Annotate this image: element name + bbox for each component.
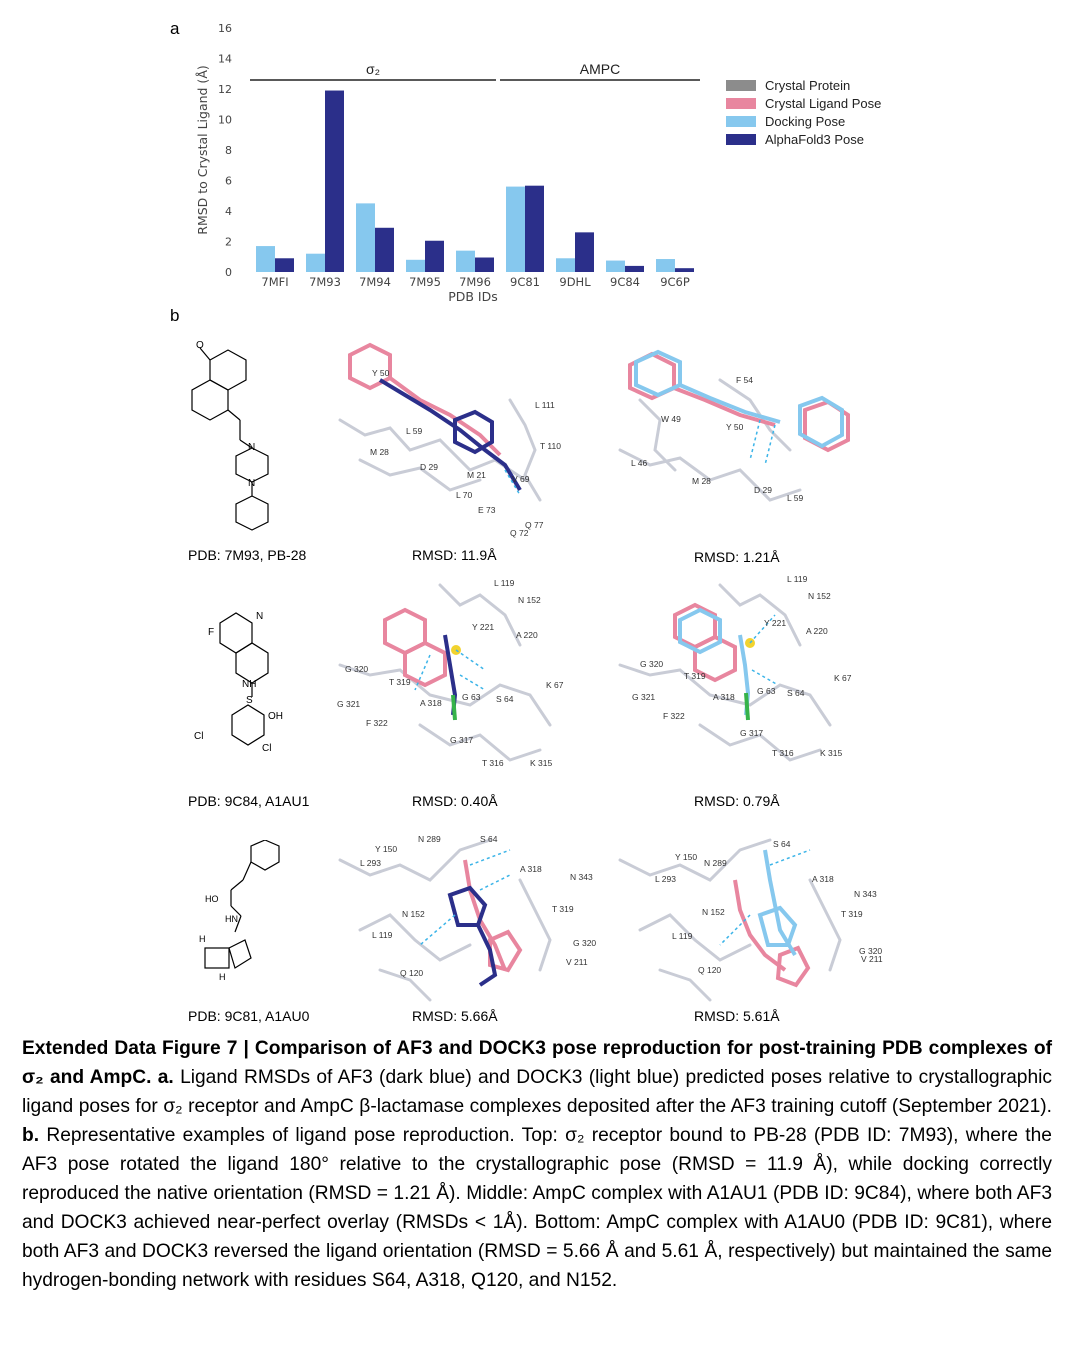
residue-label: G 321 [632, 692, 656, 702]
structure-pb28 [180, 340, 310, 535]
bar-docking-7M95 [406, 260, 425, 272]
atom-nh: NH [242, 679, 257, 690]
residue-label: N 289 [704, 858, 727, 868]
residue-label: G 320 [859, 946, 883, 956]
residue-label: S 64 [480, 834, 498, 844]
residue-label: Q 120 [698, 965, 722, 975]
atom-h2: H [219, 972, 226, 982]
residue-label: V 211 [566, 957, 588, 967]
pose-9c81-dock [600, 820, 870, 1010]
residue-label: M 28 [370, 447, 389, 457]
y-tick-label: 10 [218, 113, 232, 127]
bar-docking-7M93 [306, 254, 325, 272]
y-tick-label: 4 [225, 205, 232, 218]
caption-a-text: Ligand RMSDs of AF3 (dark blue) and DOCK3 (light blue) predicted poses relative to crystallographic ligand poses for σ₂ receptor and AmpC β-lactamase complexes deposited after the AF3 training cutoff (September 2021). [22, 1067, 1052, 1117]
panel-b-letter: b [170, 306, 180, 325]
residue-label: M 21 [467, 470, 486, 480]
bar-docking-7M96 [456, 251, 475, 272]
residue-label: D 29 [420, 462, 438, 472]
y-axis-label: RMSD to Crystal Ligand (Å) [195, 65, 210, 235]
atom-n: N [256, 611, 264, 622]
residue-label: K 67 [546, 680, 564, 690]
residue-label: K 315 [820, 748, 843, 758]
residue-label: N 152 [402, 909, 425, 919]
residue-label: T 316 [772, 748, 794, 758]
residue-label: A 220 [806, 626, 828, 636]
atom-s: S [246, 695, 253, 706]
bar-docking-9C84 [606, 261, 625, 272]
residue-label: A 318 [812, 874, 834, 884]
figure-caption [22, 1034, 1052, 1295]
residue-label: Y 50 [726, 422, 744, 432]
row3-rmsd-af3: RMSD: 5.66Å [412, 1008, 498, 1024]
x-tick-label: 7M93 [309, 275, 341, 289]
residue-label: L 111 [535, 400, 555, 410]
x-tick-label: 9DHL [559, 275, 591, 289]
residue-label: N 343 [570, 872, 593, 882]
residue-label: K 67 [834, 673, 852, 683]
residue-label: Q 72 [510, 528, 529, 538]
y-tick-label: 16 [218, 22, 232, 35]
bar-docking-7MFI [256, 246, 275, 272]
x-axis-label: PDB IDs [448, 289, 498, 304]
y-tick-label: 12 [218, 83, 232, 96]
atom-o: O [196, 340, 204, 351]
residue-label: A 318 [713, 692, 735, 702]
caption-a-label: a. [157, 1067, 174, 1088]
group-brackets [250, 61, 700, 80]
residue-label: G 321 [337, 699, 361, 709]
residue-label: N 152 [518, 595, 541, 605]
residue-label: F 54 [736, 375, 754, 385]
bar-docking-9DHL [556, 258, 575, 272]
residue-label: Y 150 [375, 844, 398, 854]
residue-label: L 293 [655, 874, 676, 884]
row2-rmsd-af3: RMSD: 0.40Å [412, 793, 498, 809]
residue-label: G 320 [640, 659, 664, 669]
residue-label: M 28 [692, 476, 711, 486]
residue-label: Y 221 [764, 618, 787, 628]
residue-label: L 59 [787, 493, 804, 503]
residue-label: N 289 [418, 834, 441, 844]
atom-oh: OH [268, 711, 283, 722]
legend-swatch [726, 98, 756, 109]
y-tick-label: 0 [225, 266, 232, 279]
legend-label: Crystal Ligand Pose [765, 96, 882, 111]
bar-af3-7MFI [275, 258, 294, 272]
structure-a1au1 [190, 605, 300, 755]
bar-docking-9C81 [506, 187, 525, 272]
residue-label: L 59 [406, 426, 423, 436]
atom-h1: H [199, 934, 206, 944]
bar-af3-7M95 [425, 241, 444, 272]
residue-label: A 220 [516, 630, 538, 640]
y-tick-label: 8 [225, 144, 232, 157]
row1-rmsd-af3: RMSD: 11.9Å [412, 547, 497, 563]
residue-label: T 316 [482, 758, 504, 768]
residue-label: L 119 [787, 574, 808, 584]
residue-label: F 322 [366, 718, 388, 728]
structure-a1au0 [195, 840, 295, 985]
legend-label: Docking Pose [765, 114, 846, 129]
residue-label: L 46 [631, 458, 648, 468]
bar-af3-9C81 [525, 186, 544, 272]
rmsd-bar-chart [0, 0, 1080, 310]
residue-label: D 29 [754, 485, 772, 495]
residue-label: G 63 [462, 692, 481, 702]
x-tick-label: 7M96 [459, 275, 491, 289]
row1-pdb-label: PDB: 7M93, PB-28 [188, 547, 307, 563]
residue-label: Y 50 [372, 368, 390, 378]
x-axis [261, 275, 689, 289]
residue-label: S 64 [773, 839, 791, 849]
legend-swatch [726, 134, 756, 145]
x-tick-label: 7M94 [359, 275, 391, 289]
residue-label: F 322 [663, 711, 685, 721]
atom-ho: HO [205, 894, 219, 904]
bar-af3-7M94 [375, 228, 394, 272]
pose-9c84-dock [600, 575, 870, 775]
bar-af3-7M96 [475, 258, 494, 272]
residue-label: L 119 [372, 930, 393, 940]
residue-label: Y 150 [675, 852, 698, 862]
residue-label: N 343 [854, 889, 877, 899]
panel-a-letter: a [170, 19, 180, 38]
atom-cl2: Cl [262, 743, 272, 754]
row1-rmsd-dock: RMSD: 1.21Å [694, 549, 780, 565]
bar-docking-7M94 [356, 203, 375, 272]
caption-b-label: b. [22, 1125, 40, 1146]
residue-label: Q 120 [400, 968, 424, 978]
row2-rmsd-dock: RMSD: 0.79Å [694, 793, 780, 809]
y-tick-label: 14 [218, 52, 232, 66]
atom-cl1: Cl [194, 731, 204, 742]
residue-label: T 319 [552, 904, 574, 914]
row3-pdb-label: PDB: 9C81, A1AU0 [188, 1008, 310, 1024]
residue-label: T 319 [684, 671, 706, 681]
residue-label: S 64 [787, 688, 805, 698]
residue-label: A 318 [420, 698, 442, 708]
chart-legend [726, 78, 881, 147]
residue-label: T 110 [540, 441, 561, 451]
row2-pdb-label: PDB: 9C84, A1AU1 [188, 793, 310, 809]
group-label: σ₂ [365, 61, 381, 77]
legend-swatch [726, 80, 756, 91]
residue-label: K 315 [530, 758, 553, 768]
residue-label: Y 221 [472, 622, 495, 632]
residue-label: A 318 [520, 864, 542, 874]
y-tick-label: 6 [225, 174, 232, 188]
residue-label: E 73 [478, 505, 496, 515]
residue-label: T 319 [389, 677, 411, 687]
x-tick-label: 9C81 [510, 275, 540, 289]
bar-af3-9DHL [575, 232, 594, 272]
y-axis [218, 22, 232, 279]
atom-f: F [208, 627, 215, 638]
x-tick-label: 9C6P [660, 275, 690, 289]
legend-label: Crystal Protein [765, 78, 851, 93]
residue-label: G 317 [740, 728, 764, 738]
bar-docking-9C6P [656, 259, 675, 272]
residue-label: L 70 [456, 490, 473, 500]
caption-b-text: Representative examples of ligand pose reproduction. Top: σ₂ receptor bound to PB-28 (PDB ID: 7M93), where the AF3 pose rotated the ligand 180° relative to the crystallographic pose (RMSD = 11.9 Å), while docking correctly reproduced the native orientation (RMSD = 1.21 Å). Middle: AmpC complex with A1AU1 (PDB ID: 9C84), where both AF3 and DOCK3 achieved near-perfect overlay (RMSDs < 1Å). Bottom: AmpC complex with A1AU0 (PDB ID: 9C81), where both AF3 and DOCK3 reversed the ligand orientation (RMSD = 5.66 Å and 5.61 Å, respectively) but maintained the same hydrogen-bonding network with residues S64, A318, Q120, and N152. [22, 1125, 1052, 1291]
bar-af3-9C6P [675, 268, 694, 272]
residue-label: G 320 [573, 938, 597, 948]
pose-7m93-dock [600, 340, 870, 535]
caption-title: Extended Data Figure 7 | Comparison of AF3 and DOCK3 pose reproduction for post-training PDB complexes of σ₂ and AmpC. [22, 1038, 1052, 1088]
group-label: AMPC [579, 61, 621, 77]
residue-label: V 211 [861, 954, 883, 964]
residue-label: Q 77 [525, 520, 544, 530]
x-tick-label: 7M95 [409, 275, 441, 289]
pose-7m93-af3 [320, 340, 570, 535]
residue-label: G 317 [450, 735, 474, 745]
legend-swatch [726, 116, 756, 127]
residue-label: L 119 [672, 931, 693, 941]
atom-n2: N [248, 478, 256, 489]
bar-marks [256, 91, 694, 272]
residue-label: V 69 [512, 474, 530, 484]
residue-label: T 319 [841, 909, 863, 919]
residue-label: G 320 [345, 664, 369, 674]
atom-hn: HN [225, 914, 238, 924]
x-tick-label: 9C84 [610, 275, 640, 289]
residue-label: G 63 [757, 686, 776, 696]
residue-label: W 49 [661, 414, 681, 424]
row3-rmsd-dock: RMSD: 5.61Å [694, 1008, 780, 1024]
residue-label: L 293 [360, 858, 381, 868]
pose-9c84-af3 [320, 575, 580, 775]
bar-af3-9C84 [625, 266, 644, 272]
residue-label: N 152 [808, 591, 831, 601]
y-tick-label: 2 [225, 235, 232, 249]
atom-n1: N [248, 442, 256, 453]
residue-label: N 152 [702, 907, 725, 917]
legend-label: AlphaFold3 Pose [765, 132, 865, 147]
residue-label: L 119 [494, 578, 515, 588]
x-tick-label: 7MFI [261, 275, 289, 289]
residue-label: S 64 [496, 694, 514, 704]
pose-9c81-af3 [320, 820, 580, 1010]
bar-af3-7M93 [325, 91, 344, 272]
